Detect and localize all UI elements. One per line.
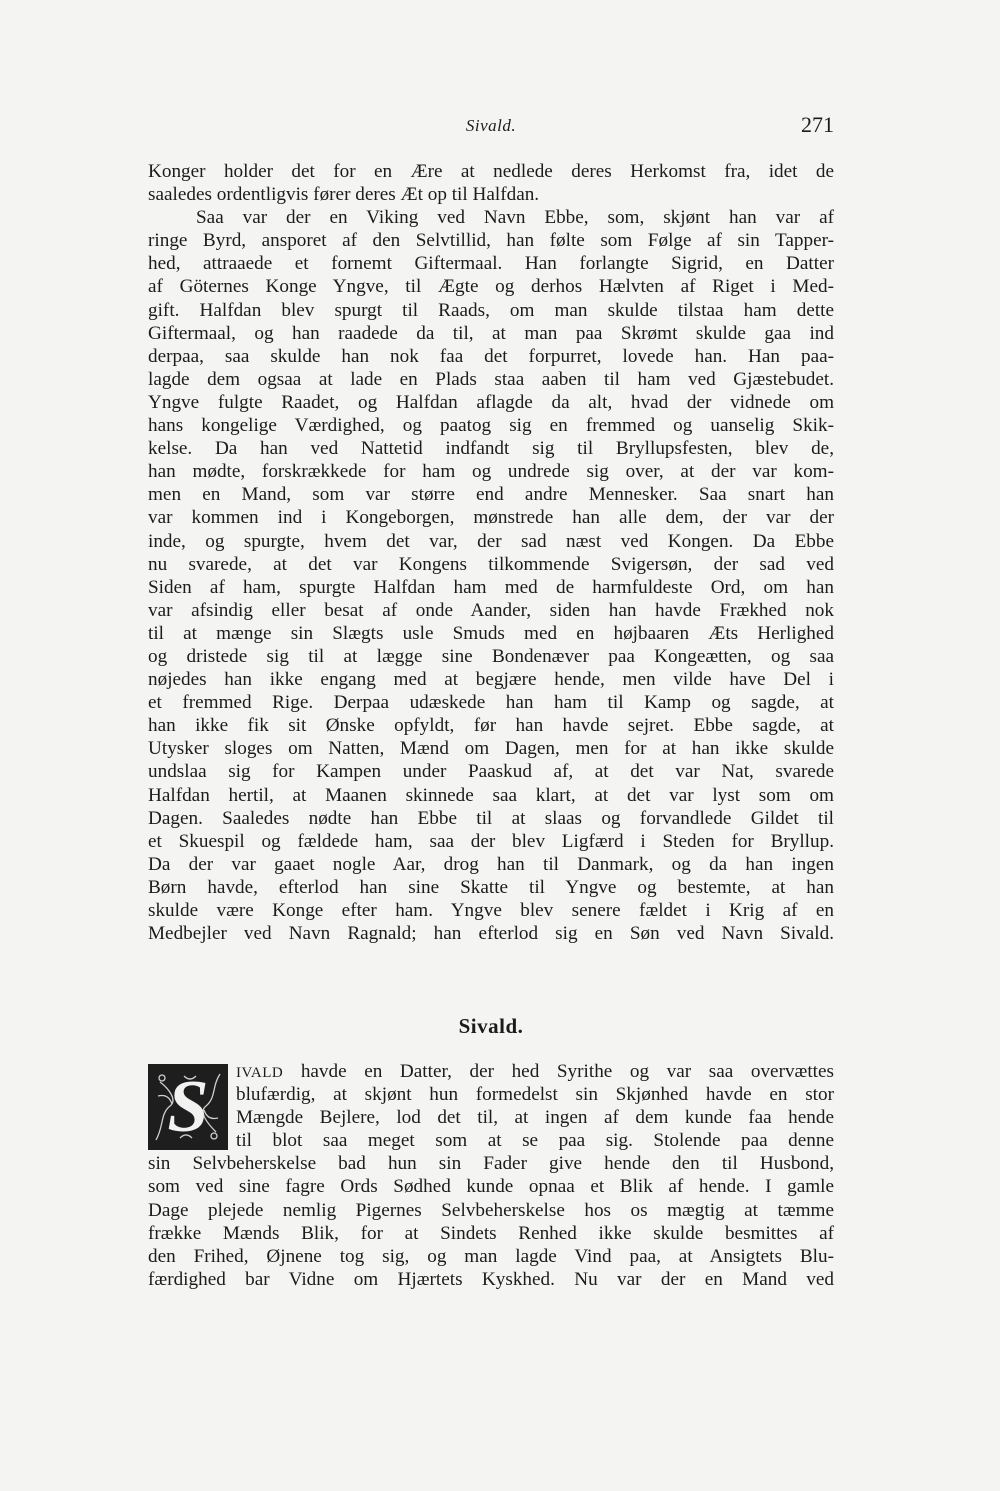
text-line: hed, attraaede et fornemt Giftermaal. Han forlangte Sigrid, en Datter	[148, 253, 834, 275]
text-line: Saa var der en Viking ved Navn Ebbe, som, skjønt han var af	[196, 207, 834, 229]
text-line: til at mænge sin Slægts usle Smuds med en højbaaren Æts Herlighed	[148, 622, 834, 644]
text-line: og dristede sig til at lægge sine Bondenæver paa Kongeætten, og saa	[148, 645, 834, 667]
text-line: Konger holder det for en Ære at nedlede deres Herkomst fra, idet de	[148, 161, 834, 182]
text-line: var kommen ind i Kongeborgen, mønstrede han alle dem, der var der	[148, 507, 834, 529]
first-word: IVALD	[236, 1065, 284, 1081]
text-line: undslaa sig for Kampen under Paaskud af, at det var Nat, svarede	[148, 761, 834, 783]
section-heading: Sivald.	[458, 1014, 524, 1038]
text-line: af Göternes Konge Yngve, til Ægte og derhos Hælvten af Riget i Med-	[148, 276, 834, 298]
text-line: Børn havde, efterlod han sine Skatte til Yngve og bestemte, at han	[148, 876, 834, 898]
text-line: Siden af ham, spurgte Halfdan ham med de harmfuldeste Ord, om han	[148, 576, 834, 598]
text-line: kelse. Da han ved Nattetid indfandt sig til Bryllupsfesten, blev de,	[148, 438, 834, 460]
text-line: Yngve fulgte Raadet, og Halfdan aflagde da alt, hvad der vidnede om	[148, 391, 834, 413]
text-line: til blot saa meget som at se paa sig. Stolende paa denne	[236, 1130, 834, 1152]
text-line: inde, og spurgte, hvem det var, der sad næst ved Kongen. Da Ebbe	[148, 530, 834, 552]
text-line: han ikke fik sit Ønske opfyldt, før han havde sejret. Ebbe sagde, at	[148, 715, 834, 737]
text-line: ringe Byrd, ansporet af den Selvtillid, han følte som Følge af sin Tapper-	[148, 230, 834, 252]
text-line: Utysker sloges om Natten, Mænd om Dagen, men for at han ikke skulde	[148, 738, 834, 760]
text-line: hans kongelige Værdighed, og paatog sig en fremmed og uanselig Skik-	[148, 415, 834, 437]
text-line: Halfdan hertil, at Maanen skinnede saa klart, at det var lyst som om	[148, 784, 834, 806]
text-line: derpaa, saa skulde han nok faa det forpurret, lovede han. Han paa-	[148, 345, 834, 367]
text-line: færdighed bar Vidne om Hjærtets Kyskhed. Nu var der en Mand ved	[148, 1268, 834, 1290]
page-number: 271	[801, 112, 834, 137]
text-line: blufærdig, at skjønt hun formedelst sin Skjønhed havde en stor	[236, 1084, 834, 1106]
text-line: frække Mænds Blik, for at Sindets Renhed ikke skulde besmittes af	[148, 1222, 834, 1244]
passage-halfdan	[148, 160, 834, 945]
text-line: Da der var gaaet nogle Aar, drog han til Danmark, og da han ingen	[148, 853, 834, 875]
text-line: et Skuespil og fældede ham, saa der blev Ligfærd i Steden for Bryllup.	[148, 830, 834, 852]
text-line: et fremmed Rige. Derpaa udæskede han ham til Kamp og sagde, at	[148, 692, 834, 714]
text-line: var afsindig eller besat af onde Aander, siden han havde Frækhed nok	[148, 599, 834, 621]
text-line: skulde være Konge efter ham. Yngve blev senere fældet i Krig af en	[148, 900, 834, 921]
text-line: som ved sine fagre Ords Sødhed kunde opnaa et Blik af hende. I gamle	[148, 1176, 834, 1198]
text-line: Dagen. Saaledes nødte han Ebbe til at slaas og forvandlede Gildet til	[148, 807, 834, 829]
running-title: Sivald.	[465, 116, 517, 135]
text-line: lagde dem ogsaa at lade en Plads staa aaben til ham ved Gjæstebudet.	[148, 368, 834, 390]
text-line: han mødte, forskrækkede for ham og undrede sig over, at der var kom-	[148, 461, 834, 483]
text-line: nu svarede, at det var Kongens tilkommende Svigersøn, der sad ved	[148, 553, 834, 575]
text-line: Dage plejede nemlig Pigernes Selvbeherskelse hos os mægtig at tæmme	[148, 1199, 834, 1221]
text-line: Medbejler ved Navn Ragnald; han efterlod sig en Søn ved Navn Sivald.	[148, 923, 834, 945]
text-line: den Frihed, Øjnene tog sig, og man lagde Vind paa, at Ansigtets Blu-	[148, 1245, 834, 1267]
text-line: men en Mand, som var større end andre Mennesker. Saa snart han	[148, 484, 834, 506]
dropcap-letter: S	[167, 1066, 209, 1148]
text-line: Giftermaal, og han raadede da til, at man paa Skrømt skulde gaa ind	[148, 322, 834, 344]
text-line: gift. Halfdan blev spurgt til Raads, om man skulde tilstaa ham dette	[148, 299, 834, 321]
first-line-rest: havde en Datter, der hed Syrithe og var saa overvættes	[283, 1061, 834, 1082]
passage-sivald	[148, 1060, 834, 1291]
text-line: nøjedes han ikke engang med at begjære hende, men vilde have Del i	[148, 669, 834, 691]
text-line: sin Selvbeherskelse bad hun sin Fader give hende den til Husbond,	[148, 1153, 834, 1175]
text-line: saaledes ordentligvis fører deres Æt op til Halfdan.	[148, 184, 540, 206]
running-header	[148, 112, 834, 142]
text-line: Mængde Bejlere, lod det til, at ingen af dem kunde faa hende	[236, 1107, 834, 1129]
text-line-first	[148, 1060, 834, 1083]
